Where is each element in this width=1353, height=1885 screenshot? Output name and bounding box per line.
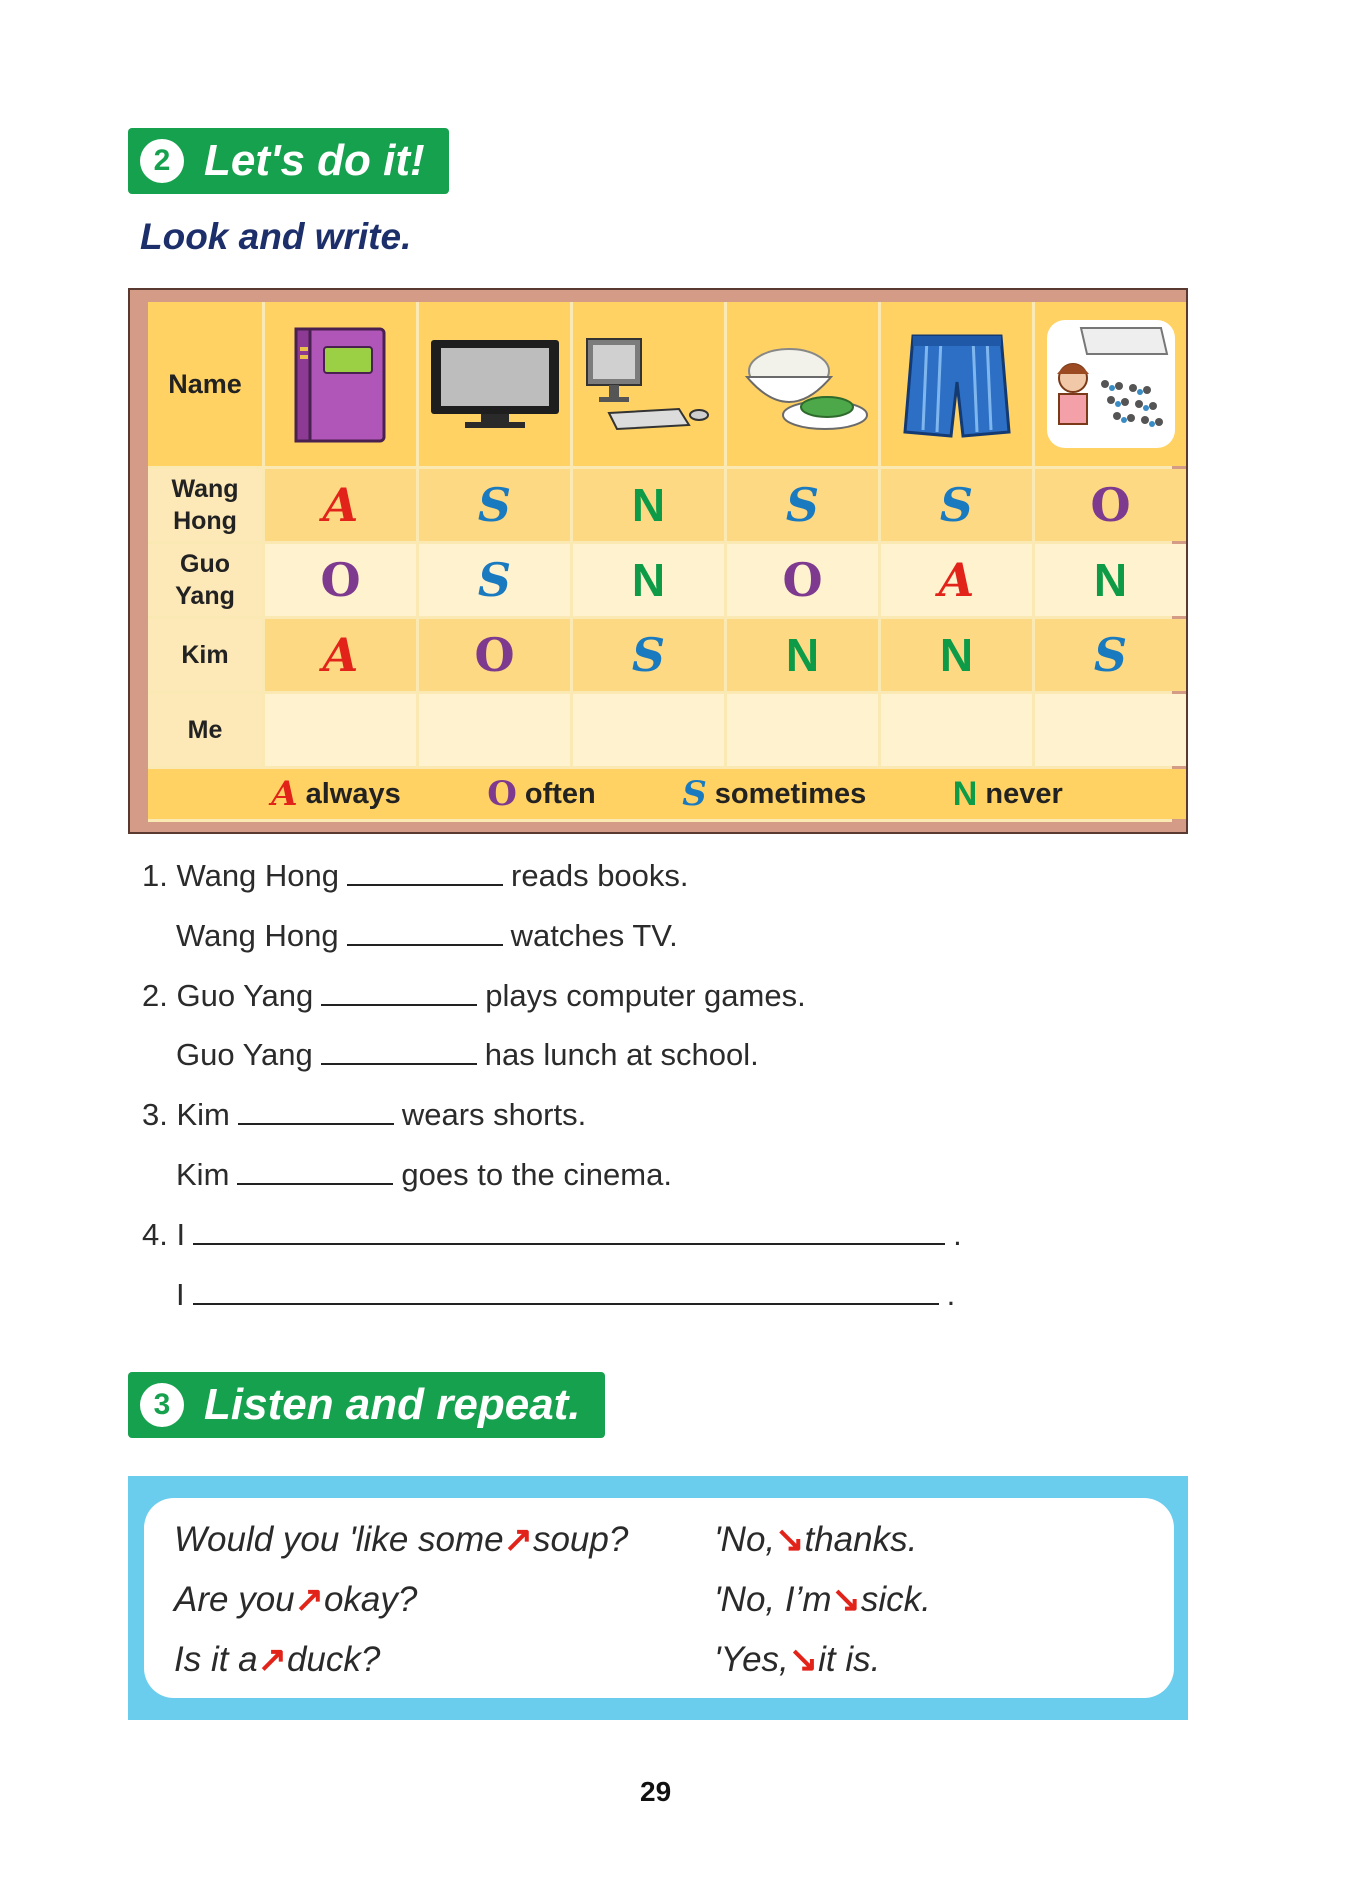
question-line — [174, 1640, 380, 1680]
answer-line — [714, 1580, 931, 1620]
name-line: Hong — [173, 507, 237, 535]
exercise-line — [142, 1217, 962, 1253]
table-grid — [148, 302, 1172, 822]
name-header: Name — [148, 302, 262, 466]
page-number: 29 — [640, 1776, 672, 1807]
exercise-line — [176, 1277, 955, 1313]
phrase-text: 'Yes, — [714, 1640, 789, 1679]
legend-label: always — [305, 777, 401, 810]
phrase-text: soup? — [532, 1520, 629, 1559]
frequency-letter: S — [1093, 628, 1128, 682]
exercise-prefix: 1. Wang Hong — [142, 858, 340, 893]
falling-intonation-icon: ↘ — [831, 1580, 861, 1619]
frequency-letter: O — [1090, 478, 1131, 532]
exercise-prefix: I — [176, 1277, 185, 1312]
table-cell — [1035, 544, 1186, 616]
frequency-letter: S — [939, 478, 974, 532]
table-cell-empty[interactable] — [727, 694, 878, 766]
legend-letter: N — [952, 774, 978, 813]
exercise-prefix: 2. Guo Yang — [142, 978, 314, 1013]
exercise-prefix: Guo Yang — [176, 1037, 313, 1072]
exercise-suffix: has lunch at school. — [484, 1037, 759, 1072]
frequency-letter: A — [322, 628, 359, 682]
table-cell — [1035, 469, 1186, 541]
phrase-text: it is. — [818, 1640, 881, 1679]
question-line — [174, 1580, 417, 1620]
question-line — [174, 1520, 628, 1560]
exercise-line — [142, 1097, 586, 1133]
row-name-guo-yang — [148, 544, 262, 616]
phrase-text: duck? — [286, 1640, 381, 1679]
falling-intonation-icon: ↘ — [775, 1520, 805, 1559]
row-name-me — [148, 694, 262, 766]
legend-item — [682, 774, 866, 814]
exercise-suffix: . — [953, 1217, 962, 1252]
answer-blank[interactable] — [321, 1061, 477, 1065]
name-line: Yang — [175, 582, 235, 610]
name-line: Me — [187, 716, 223, 744]
table-cell — [419, 469, 570, 541]
legend-letter: O — [487, 774, 517, 814]
falling-intonation-icon: ↘ — [788, 1640, 819, 1679]
table-cell — [727, 469, 878, 541]
frequency-table — [128, 288, 1188, 834]
book-icon — [265, 302, 416, 466]
phrase-text: thanks. — [804, 1520, 918, 1559]
table-cell-empty[interactable] — [265, 694, 416, 766]
exercise-suffix: reads books. — [511, 858, 689, 893]
exercise-line — [142, 978, 806, 1014]
name-line: Guo — [180, 550, 230, 578]
frequency-letter: O — [474, 628, 515, 682]
frequency-letter: S — [631, 628, 666, 682]
section-title: Listen and repeat. — [204, 1380, 581, 1429]
exercise-prefix: 3. Kim — [142, 1097, 230, 1132]
exercise-suffix: watches TV. — [510, 918, 678, 953]
table-cell — [573, 469, 724, 541]
frequency-letter: N — [631, 554, 666, 606]
table-cell — [419, 544, 570, 616]
frequency-letter: S — [477, 553, 512, 607]
frequency-letter: A — [938, 553, 975, 607]
lunch-icon — [727, 302, 878, 466]
phrase-text: sick. — [860, 1580, 931, 1619]
exercise-suffix: . — [946, 1277, 956, 1312]
table-cell — [573, 619, 724, 691]
section-2-header — [128, 128, 449, 194]
exercise-line — [142, 858, 689, 894]
table-cell-empty[interactable] — [1035, 694, 1186, 766]
legend-label: never — [985, 777, 1063, 810]
answer-blank[interactable] — [321, 1002, 477, 1006]
exercise-prefix: 4. I — [142, 1217, 186, 1252]
section-number: 3 — [140, 1383, 184, 1427]
frequency-letter: N — [631, 479, 666, 531]
exercise-line — [176, 1037, 759, 1073]
frequency-letter: N — [785, 629, 820, 681]
legend — [148, 769, 1186, 819]
frequency-letter: S — [477, 478, 512, 532]
name-line: Wang — [171, 475, 239, 503]
exercise-prefix: Kim — [176, 1157, 230, 1192]
listen-box — [128, 1476, 1188, 1720]
frequency-letter: O — [782, 553, 823, 607]
answer-blank[interactable] — [238, 1121, 394, 1125]
answer-blank[interactable] — [347, 882, 503, 886]
exercise-suffix: plays computer games. — [485, 978, 806, 1013]
table-cell — [727, 544, 878, 616]
legend-item — [953, 775, 1063, 814]
phrase-text: 'No, — [714, 1520, 776, 1559]
table-cell — [881, 544, 1032, 616]
table-cell — [881, 619, 1032, 691]
table-cell — [881, 469, 1032, 541]
phrase-text: Would you 'like some — [174, 1520, 504, 1559]
phrase-text: Are you — [174, 1580, 295, 1619]
table-cell-empty[interactable] — [881, 694, 1032, 766]
row-name-wang-hong — [148, 469, 262, 541]
table-cell — [727, 619, 878, 691]
table-cell — [265, 619, 416, 691]
cinema-icon — [1035, 302, 1186, 466]
exercise-prefix: Wang Hong — [176, 918, 339, 953]
phrase-text: 'No, I’m — [714, 1580, 832, 1619]
frequency-letter: N — [939, 629, 974, 681]
exercise-line — [176, 1157, 672, 1193]
exercise-line — [176, 918, 678, 954]
answer-line — [714, 1520, 917, 1560]
rising-intonation-icon: ↗ — [294, 1580, 324, 1619]
answer-blank[interactable] — [237, 1181, 393, 1185]
table-cell — [265, 544, 416, 616]
legend-letter: A — [271, 774, 298, 814]
name-line: Kim — [181, 641, 229, 669]
table-cell — [573, 544, 724, 616]
phrase-text: Is it a — [174, 1640, 258, 1679]
frequency-letter: N — [1093, 554, 1128, 606]
answer-blank[interactable] — [193, 1241, 945, 1245]
table-cell — [265, 469, 416, 541]
phrase-text: okay? — [323, 1580, 418, 1619]
computer-icon — [573, 302, 724, 466]
exercise-suffix: wears shorts. — [401, 1097, 587, 1132]
legend-label: sometimes — [714, 777, 867, 810]
rising-intonation-icon: ↗ — [503, 1520, 533, 1559]
shorts-icon — [881, 302, 1032, 466]
section-number: 2 — [140, 139, 184, 183]
legend-letter: S — [682, 774, 707, 814]
frequency-letter: O — [320, 553, 361, 607]
table-cell — [419, 619, 570, 691]
answer-line — [714, 1640, 880, 1680]
instruction-text: Look and write. — [140, 216, 412, 257]
rising-intonation-icon: ↗ — [257, 1640, 287, 1679]
row-name-kim — [148, 619, 262, 691]
tv-icon — [419, 302, 570, 466]
section-title: Let's do it! — [204, 136, 425, 185]
answer-blank[interactable] — [193, 1301, 939, 1305]
table-cell — [1035, 619, 1186, 691]
answer-blank[interactable] — [347, 942, 503, 946]
legend-item — [271, 774, 401, 814]
listen-box-inner — [144, 1498, 1174, 1698]
section-3-header — [128, 1372, 605, 1438]
table-cell-empty[interactable] — [573, 694, 724, 766]
legend-item — [487, 774, 596, 814]
frequency-letter: S — [785, 478, 820, 532]
frequency-letter: A — [322, 478, 359, 532]
legend-label: often — [524, 777, 596, 810]
table-cell-empty[interactable] — [419, 694, 570, 766]
exercise-suffix: goes to the cinema. — [401, 1157, 672, 1192]
